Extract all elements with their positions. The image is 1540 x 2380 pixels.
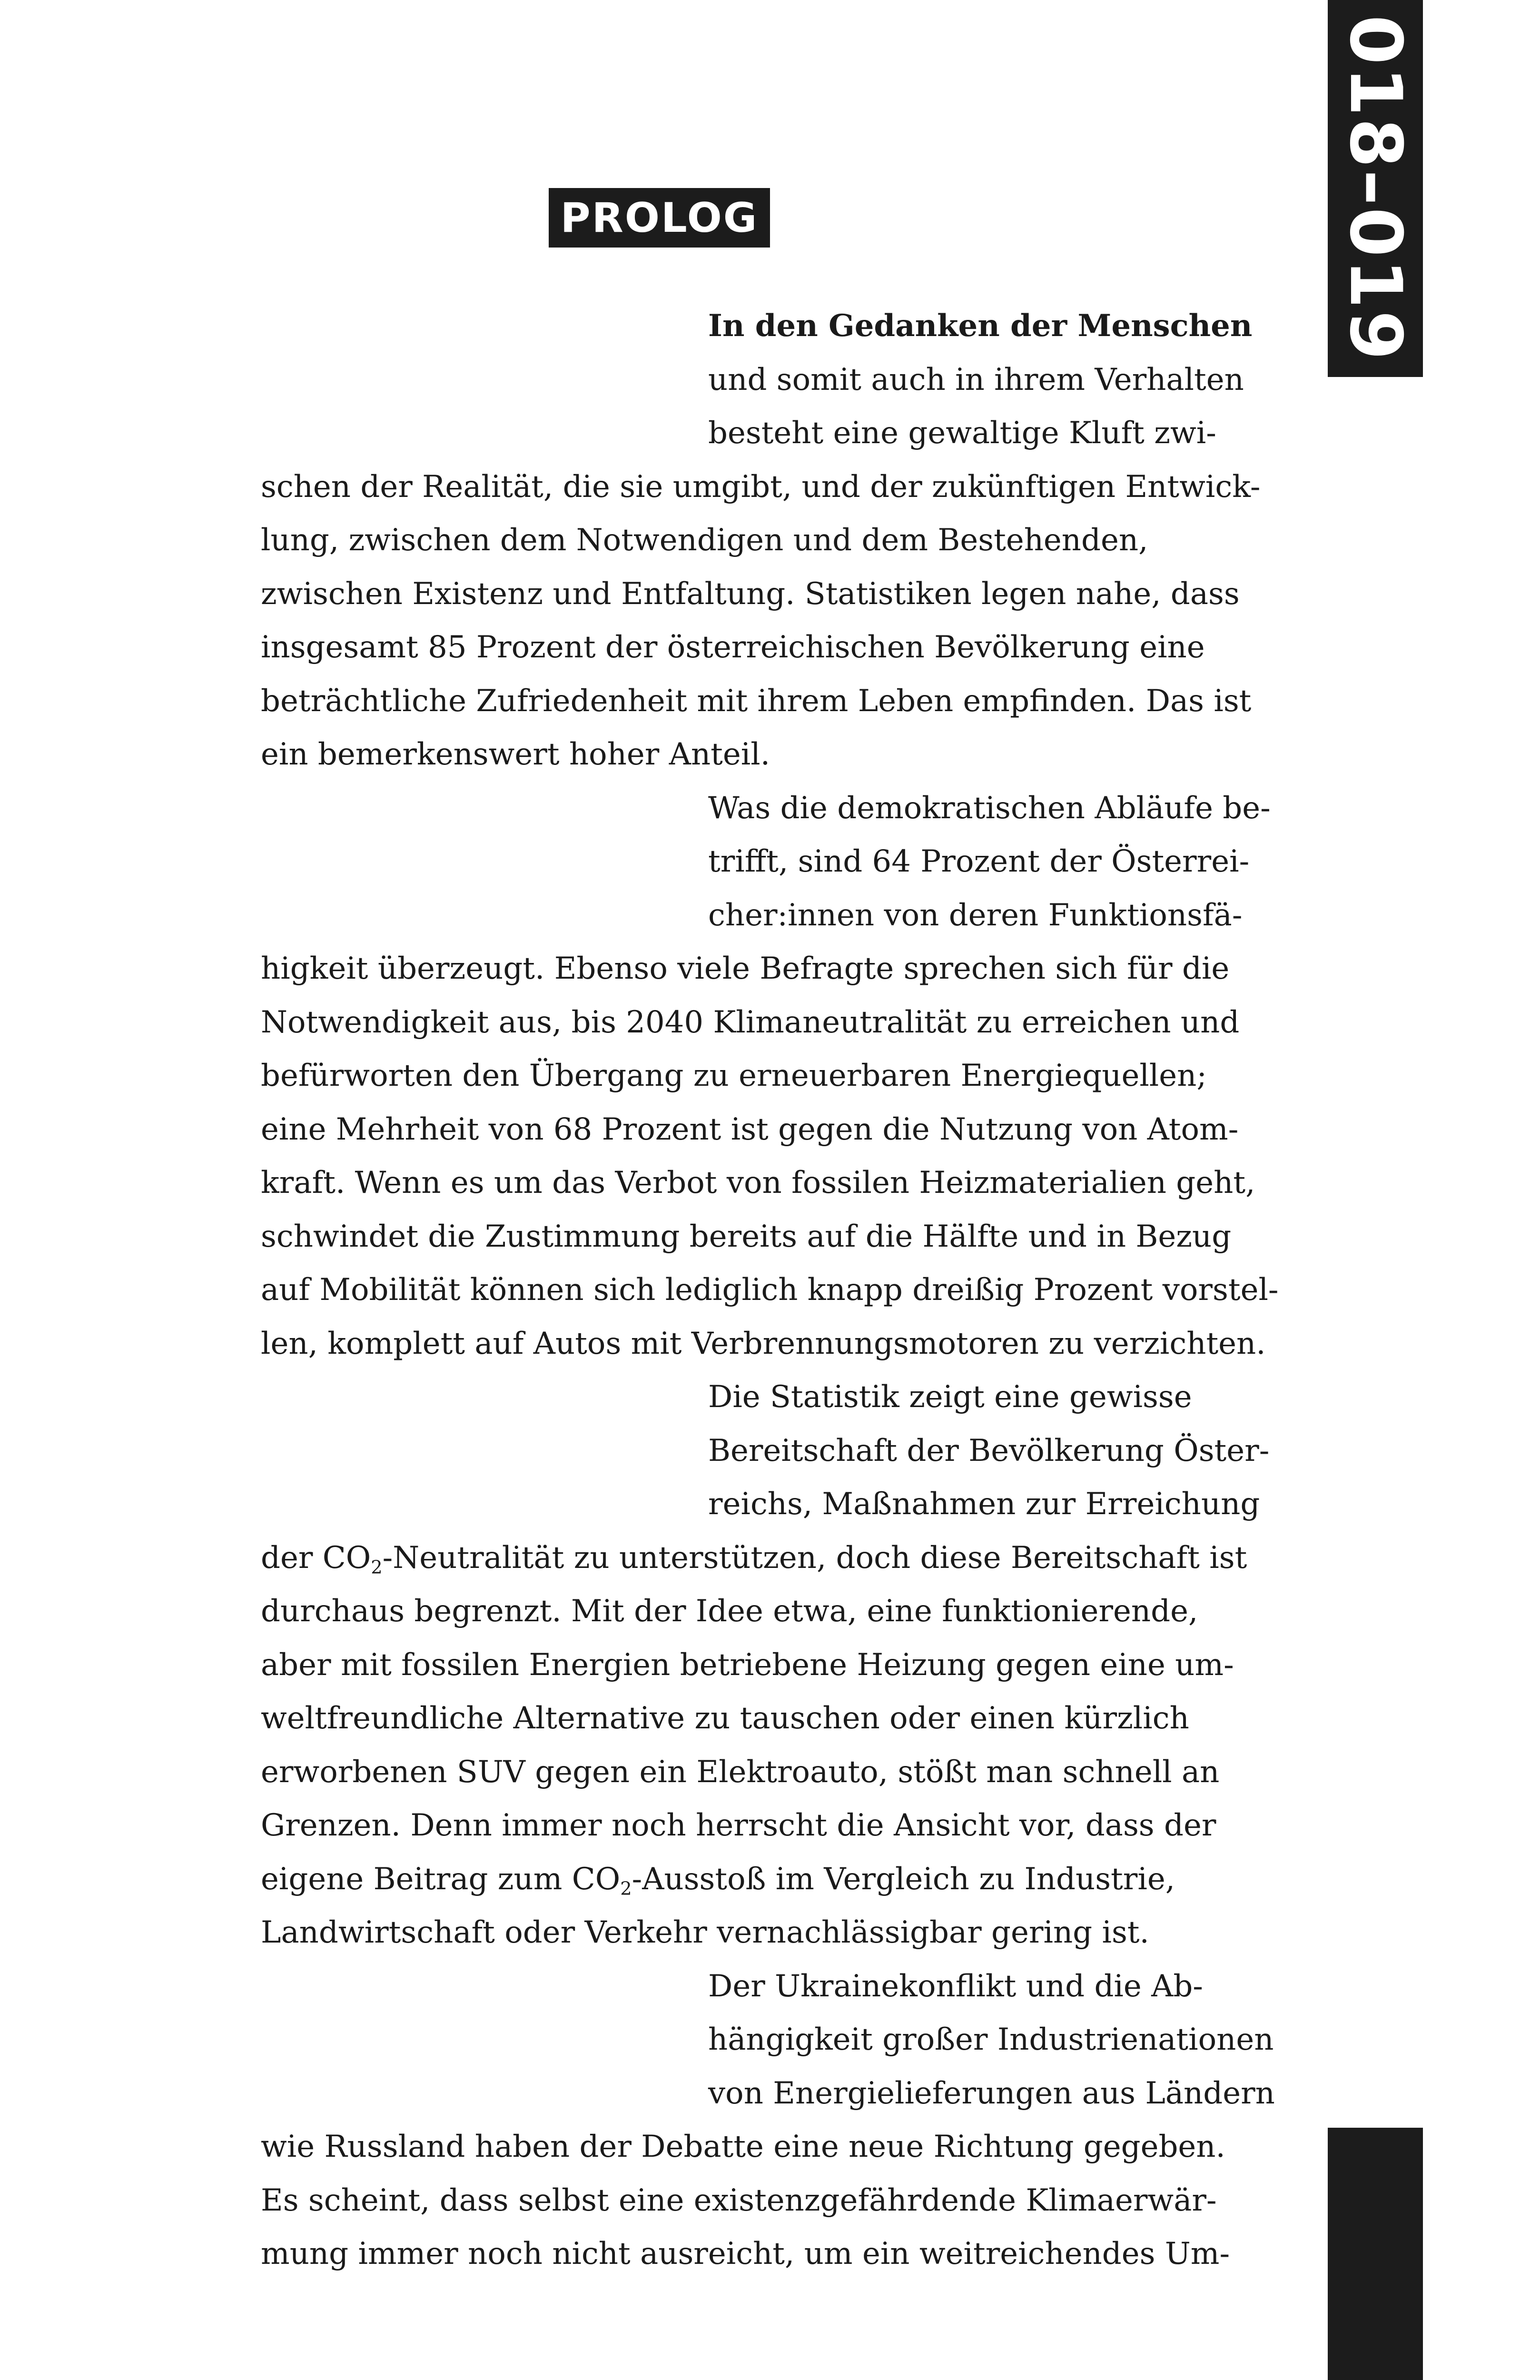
text-line: beträchtliche Zufriedenheit mit ihrem Leben empfinden. Das ist xyxy=(261,683,1252,719)
text-fragment: der CO xyxy=(261,1540,371,1576)
text-line: erworbenen SUV gegen ein Elektroauto, stößt man schnell an xyxy=(261,1754,1220,1790)
text-line: Landwirtschaft oder Verkehr vernachlässigbar gering ist. xyxy=(261,1915,1149,1950)
text-line: Bereitschaft der Bevölkerung Öster- xyxy=(708,1433,1270,1468)
text-line: insgesamt 85 Prozent der österreichischen Bevölkerung eine xyxy=(261,630,1205,665)
text-line: hängigkeit großer Industrienationen xyxy=(708,2022,1274,2057)
text-line xyxy=(261,1531,1308,1585)
page-number-tab xyxy=(1328,0,1423,377)
text-fragment: -Neutralität zu unterstützen, doch diese Bereitschaft ist xyxy=(382,1540,1247,1576)
text-line: kraft. Wenn es um das Verbot von fossilen Heizmaterialien geht, xyxy=(261,1165,1255,1200)
page-range: 018–019 xyxy=(1334,15,1417,362)
text-line: ein bemerkenswert hoher Anteil. xyxy=(261,737,770,772)
text-line: Es scheint, dass selbst eine existenzgefährdende Klimaerwär- xyxy=(261,2182,1217,2218)
text-line: durchaus begrenzt. Mit der Idee etwa, eine funktionierende, xyxy=(261,1594,1198,1629)
text-line: zwischen Existenz und Entfaltung. Statistiken legen nahe, dass xyxy=(261,576,1240,612)
text-line: higkeit überzeugt. Ebenso viele Befragte sprechen sich für die xyxy=(261,951,1230,986)
text-line: In den Gedanken der Menschen xyxy=(708,308,1253,344)
thumb-index-tab xyxy=(1328,2128,1423,2380)
text-line: weltfreundliche Alternative zu tauschen oder einen kürzlich xyxy=(261,1701,1189,1736)
text-line: Grenzen. Denn immer noch herrscht die Ansicht vor, dass der xyxy=(261,1808,1216,1843)
text-line: Was die demokratischen Abläufe be- xyxy=(708,790,1271,826)
text-line: und somit auch in ihrem Verhalten xyxy=(708,362,1244,397)
text-line: reichs, Maßnahmen zur Erreichung xyxy=(708,1487,1260,1522)
text-line xyxy=(261,1853,1308,1906)
text-line: befürworten den Übergang zu erneuerbaren Energiequellen; xyxy=(261,1058,1207,1093)
text-line: mung immer noch nicht ausreicht, um ein weitreichendes Um- xyxy=(261,2236,1230,2271)
text-line: trifft, sind 64 Prozent der Österrei- xyxy=(708,844,1250,879)
text-line: aber mit fossilen Energien betriebene Heizung gegen eine um- xyxy=(261,1647,1234,1683)
text-line: len, komplett auf Autos mit Verbrennungsmotoren zu verzichten. xyxy=(261,1326,1266,1361)
text-line: Die Statistik zeigt eine gewisse xyxy=(708,1379,1192,1415)
chapter-label: PROLOG xyxy=(549,188,770,248)
text-line: schen der Realität, die sie umgibt, und der zukünftigen Entwick- xyxy=(261,469,1261,505)
text-line: schwindet die Zustimmung bereits auf die Hälfte und in Bezug xyxy=(261,1219,1232,1254)
text-line: lung, zwischen dem Notwendigen und dem Bestehenden, xyxy=(261,523,1148,558)
text-line: besteht eine gewaltige Kluft zwi- xyxy=(708,416,1216,451)
text-line: Der Ukrainekonflikt und die Ab- xyxy=(708,1968,1203,2004)
text-fragment: eigene Beitrag zum CO xyxy=(261,1861,621,1897)
body-text xyxy=(261,299,1308,2281)
text-line: cher:innen von deren Funktionsfä- xyxy=(708,897,1243,933)
subscript: 2 xyxy=(620,1878,632,1900)
text-line: Notwendigkeit aus, bis 2040 Klimaneutralität zu erreichen und xyxy=(261,1004,1240,1040)
text-line: eine Mehrheit von 68 Prozent ist gegen die Nutzung von Atom- xyxy=(261,1111,1239,1147)
text-line: wie Russland haben der Debatte eine neue Richtung gegeben. xyxy=(261,2129,1225,2164)
text-fragment: -Ausstoß im Vergleich zu Industrie, xyxy=(632,1861,1175,1897)
subscript: 2 xyxy=(371,1557,383,1578)
text-line: auf Mobilität können sich lediglich knapp dreißig Prozent vorstel- xyxy=(261,1272,1279,1308)
text-line: von Energielieferungen aus Ländern xyxy=(708,2075,1275,2111)
